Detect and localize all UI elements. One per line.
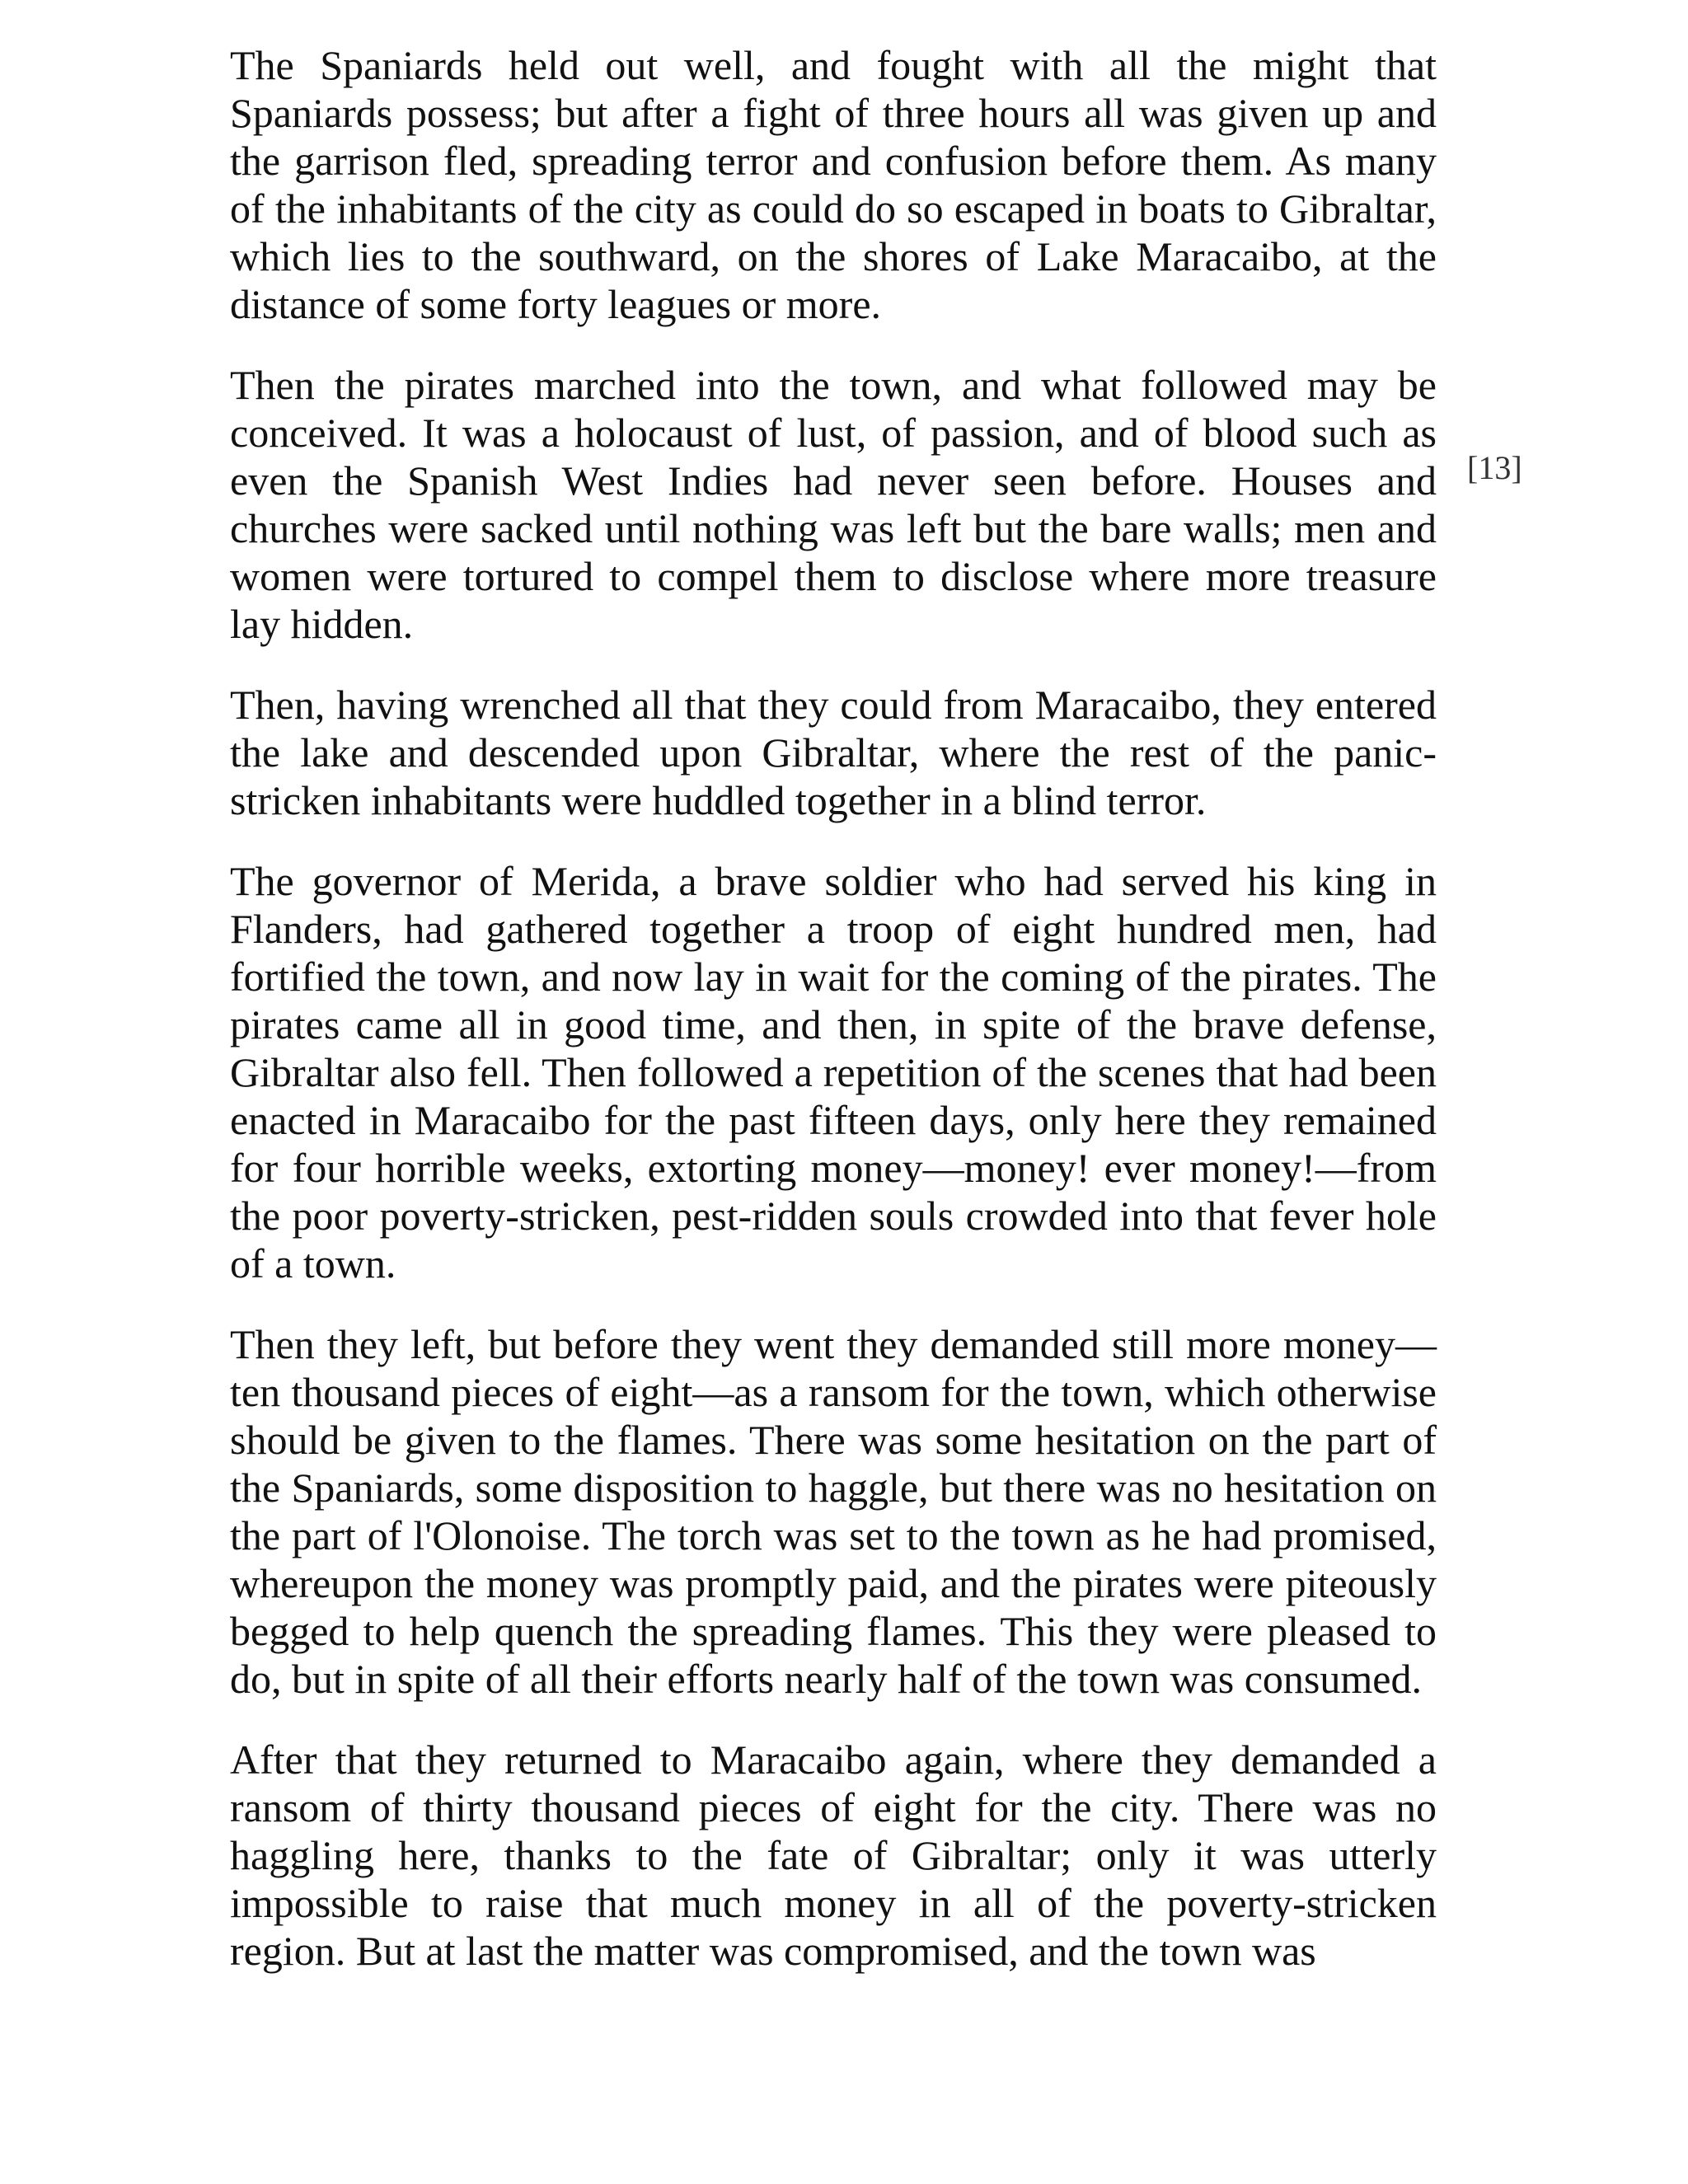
- paragraph-1: The Spaniards held out well, and fought with all the might that Spaniards possess; but after a fight of three hours all was given up and the garrison fled, spreading terror and confusion before them. As many of the inhabitants of the city as could do so escaped in boats to Gibraltar, which lies to the southward, on the shores of Lake Maracaibo, at the distance of some forty leagues or more.: [230, 42, 1437, 327]
- paragraph-5: Then they left, but before they went they demanded still more money—ten thousand pieces of eight—as a ransom for the town, which otherwise should be given to the flames. There was some hesitation on the part of the Spaniards, some disposition to haggle, but there was no hesitation on the part of l'Olonoise. The torch was set to the town as he had promised, whereupon the money was promptly paid, and the pirates were piteously begged to help quench the spreading flames. This they were pleased to do, but in spite of all their efforts nearly half of the town was consumed.: [230, 1321, 1437, 1702]
- paragraph-3: Then, having wrenched all that they could from Maracaibo, they entered the lake and descended upon Gibraltar, where the rest of the panic-stricken inhabitants were huddled together in a blind terror.: [230, 682, 1437, 823]
- paragraph-4: The governor of Merida, a brave soldier who had served his king in Flanders, had gathered together a troop of eight hundred men, had fortified the town, and now lay in wait for the coming of the pirates. The pirates came all in good time, and then, in spite of the brave defense, Gibraltar also fell. Then followed a repetition of the scenes that had been enacted in Maracaibo for the past fifteen days, only here they remained for four horrible weeks, extorting money—money! ever money!—from the poor poverty-stricken, pest-ridden souls crowded into that fever hole of a town.: [230, 858, 1437, 1286]
- document-page: [230, 41, 1437, 2008]
- paragraph-2: Then the pirates marched into the town, and what followed may be conceived. It was a holocaust of lust, of passion, and of blood such as even the Spanish West Indies had never seen before. Houses and churches were sacked until nothing was left but the bare walls; men and women were tortured to compel them to disclose where more treasure lay hidden.: [230, 362, 1437, 647]
- page-number: [13]: [1467, 449, 1522, 486]
- paragraph-6: After that they returned to Maracaibo again, where they demanded a ransom of thirty thousand pieces of eight for the city. There was no haggling here, thanks to the fate of Gibraltar; only it was utterly impossible to raise that much money in all of the poverty-stricken region. But at last the matter was compromised, and the town was: [230, 1736, 1437, 1974]
